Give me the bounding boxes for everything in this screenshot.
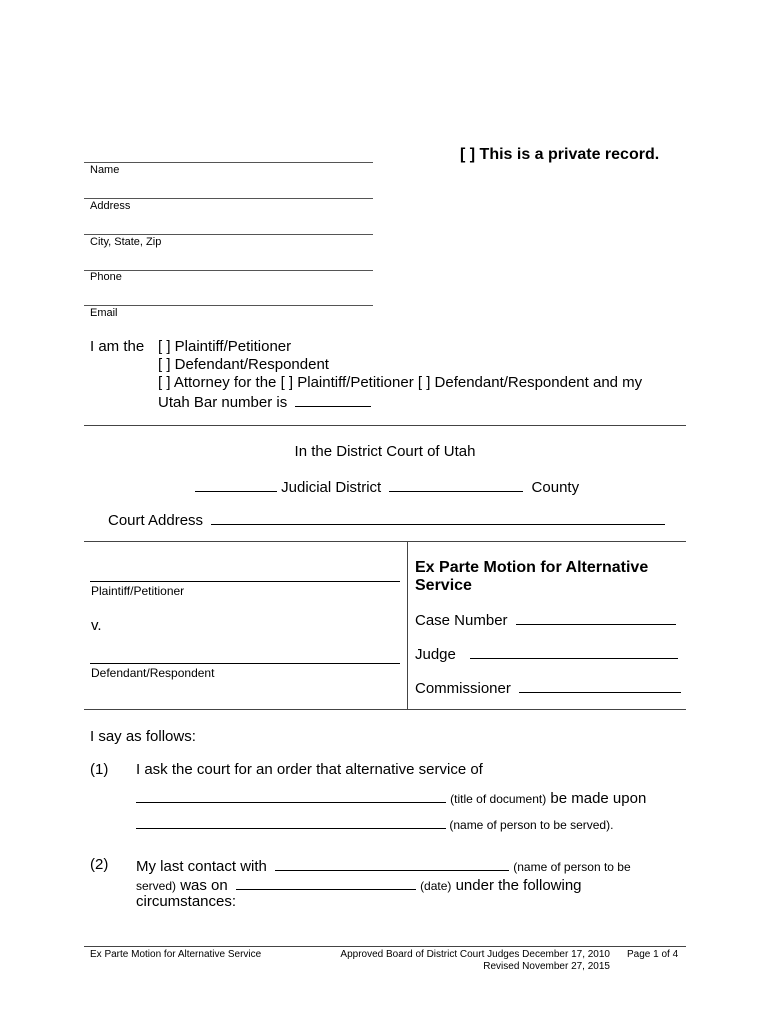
- court-title: In the District Court of Utah: [294, 443, 476, 460]
- case-number-field[interactable]: [516, 610, 676, 625]
- caption-bottom-border: [84, 709, 686, 710]
- footer-divider: [84, 946, 686, 947]
- caption-divider: [407, 541, 408, 709]
- footer-page-number: Page 1 of 4: [627, 949, 679, 960]
- section-divider: [84, 425, 686, 426]
- was-on-text: was on: [180, 877, 228, 894]
- made-upon-text: be made upon: [550, 790, 647, 807]
- defendant-option[interactable]: [ ] Defendant/Respondent: [158, 356, 329, 373]
- name-line[interactable]: [84, 162, 373, 163]
- person-served-field[interactable]: [136, 816, 446, 829]
- defendant-label: Defendant/Respondent: [91, 666, 215, 680]
- document-title-hint: (title of document): [450, 792, 547, 806]
- footer-form-name: Ex Parte Motion for Alternative Service: [90, 949, 262, 960]
- plaintiff-label: Plaintiff/Petitioner: [91, 584, 185, 598]
- county-field[interactable]: [389, 477, 523, 492]
- caption-top-border: [84, 541, 686, 542]
- item-2-row-2: [136, 875, 582, 894]
- under-following-text: under the following: [455, 877, 582, 894]
- item-1-text: I ask the court for an order that alternative service of: [136, 761, 483, 778]
- served-hint: served): [136, 879, 177, 893]
- private-record-checkbox[interactable]: [ ] This is a private record.: [460, 146, 660, 163]
- date-hint: (date): [420, 879, 452, 893]
- city-state-zip-label: City, State, Zip: [90, 236, 162, 248]
- last-contact-person-field[interactable]: [275, 856, 509, 871]
- versus-label: v.: [91, 617, 102, 634]
- phone-line[interactable]: [84, 270, 373, 271]
- item-2-number: (2): [90, 856, 109, 873]
- email-label: Email: [90, 307, 118, 319]
- document-title: Ex Parte Motion for Alternative Service: [415, 559, 649, 594]
- body-intro: I say as follows:: [90, 728, 196, 745]
- commissioner-field[interactable]: [519, 678, 681, 693]
- court-address-field[interactable]: [211, 510, 665, 525]
- item-1-number: (1): [90, 761, 109, 778]
- judge-row: [415, 644, 678, 663]
- court-address-label: Court Address: [108, 512, 204, 529]
- item-2-row-1: [136, 856, 631, 875]
- commissioner-row: [415, 678, 681, 697]
- court-address-row: [108, 510, 665, 529]
- bar-number-label: Utah Bar number is: [158, 394, 288, 411]
- bar-number-row: [158, 392, 371, 411]
- district-label: Judicial District: [281, 479, 382, 496]
- plaintiff-option[interactable]: [ ] Plaintiff/Petitioner: [158, 338, 292, 355]
- case-number-row: [415, 610, 676, 629]
- plaintiff-name-field[interactable]: [90, 581, 400, 582]
- district-county-row: [195, 477, 579, 496]
- item-1-person-row: [136, 816, 613, 832]
- item-1-document-row: [136, 788, 646, 807]
- address-label: Address: [90, 200, 131, 212]
- footer-approved: Approved Board of District Court Judges December 17, 2010: [340, 949, 610, 960]
- footer-revised: Revised November 27, 2015: [483, 961, 610, 972]
- footer-approval: [320, 949, 610, 973]
- name-label: Name: [90, 164, 120, 176]
- attorney-option[interactable]: [ ] Attorney for the [ ] Plaintiff/Petitioner [ ] Defendant/Respondent and my: [158, 374, 643, 391]
- district-field[interactable]: [195, 477, 277, 492]
- address-line[interactable]: [84, 198, 373, 199]
- city-state-zip-line[interactable]: [84, 234, 373, 235]
- contact-date-field[interactable]: [236, 875, 416, 890]
- last-contact-hint: (name of person to be: [513, 860, 631, 874]
- email-line[interactable]: [84, 305, 373, 306]
- defendant-name-field[interactable]: [90, 663, 400, 664]
- judge-field[interactable]: [470, 644, 678, 659]
- county-label: County: [531, 479, 580, 496]
- case-number-label: Case Number: [415, 612, 508, 629]
- commissioner-label: Commissioner: [415, 680, 511, 697]
- phone-label: Phone: [90, 271, 122, 283]
- role-intro: I am the: [90, 338, 145, 355]
- item-2-text: My last contact with: [136, 858, 267, 875]
- circumstances-label: circumstances:: [136, 893, 237, 910]
- judge-label: Judge: [415, 646, 456, 663]
- bar-number-field[interactable]: [295, 392, 371, 407]
- document-title-field[interactable]: [136, 788, 446, 803]
- person-served-hint: (name of person to be served).: [449, 818, 614, 832]
